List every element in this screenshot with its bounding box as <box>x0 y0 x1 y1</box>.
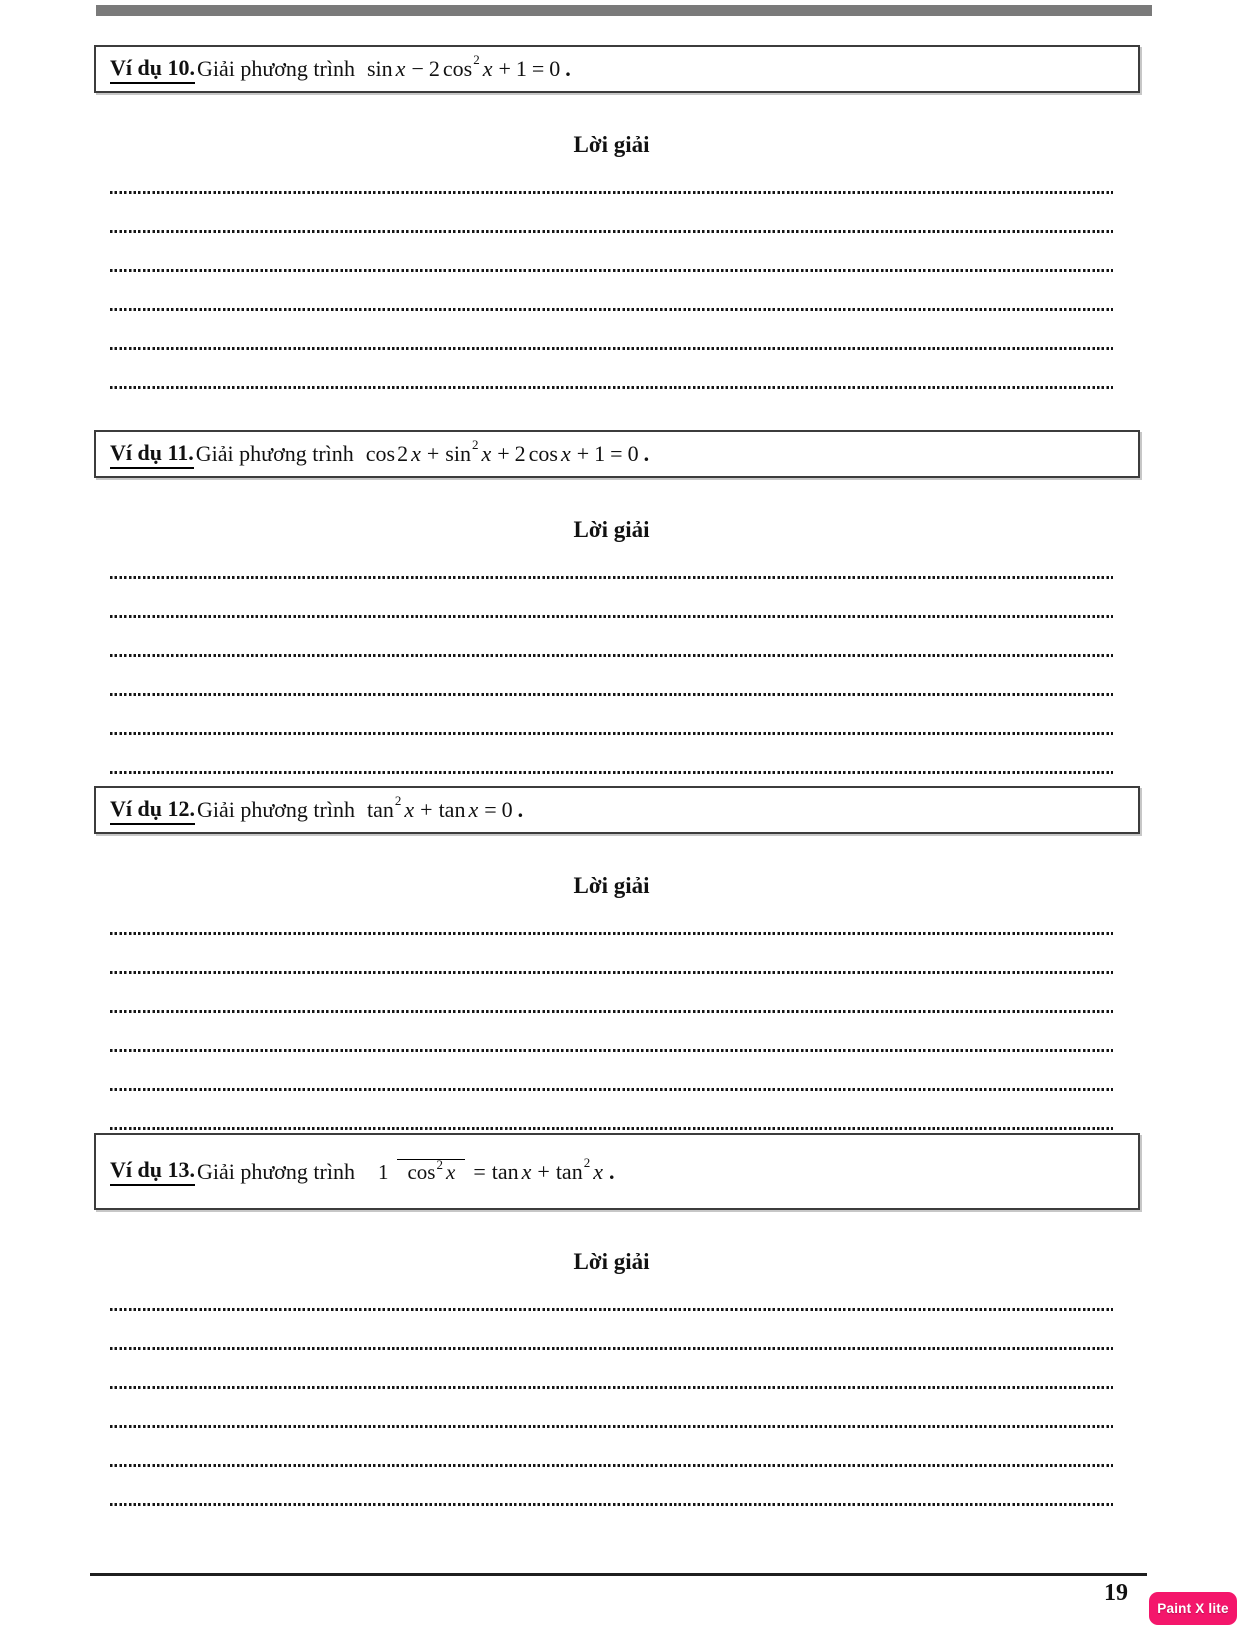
page-number: 19 <box>1104 1580 1128 1606</box>
dotted-writing-line <box>110 191 1113 194</box>
example-box <box>94 786 1140 834</box>
dotted-writing-line <box>110 1088 1113 1091</box>
dotted-writing-line <box>110 1464 1113 1467</box>
answer-lines <box>110 932 1113 1130</box>
example-prompt: Giải phương trình <box>196 797 355 822</box>
solution-heading: Lời giải <box>573 873 650 898</box>
example-box <box>94 430 1140 478</box>
dotted-writing-line <box>110 1308 1113 1311</box>
answer-lines <box>110 576 1113 774</box>
example-label: Ví dụ 12. <box>110 796 195 825</box>
dotted-writing-line <box>110 1127 1113 1130</box>
equation: sin x − 2 cos 2 x + 1 = 0 . <box>366 52 571 81</box>
example-box <box>94 1133 1140 1210</box>
dotted-writing-line <box>110 1049 1113 1052</box>
dotted-writing-line <box>110 1425 1113 1428</box>
equation: 1 cos 2 x = tan x + tan 2 x . <box>365 1159 614 1185</box>
solution-heading: Lời giải <box>573 132 650 157</box>
dotted-writing-line <box>110 1010 1113 1013</box>
dotted-writing-line <box>110 308 1113 311</box>
example-section-12 <box>0 786 1240 1130</box>
dotted-writing-line <box>110 654 1113 657</box>
equation: cos 2 x + sin 2 x + 2 cos x + 1 = 0 . <box>365 437 650 466</box>
example-label: Ví dụ 11. <box>110 440 194 469</box>
dotted-writing-line <box>110 576 1113 579</box>
footer-rule <box>90 1573 1147 1576</box>
dotted-writing-line <box>110 269 1113 272</box>
dotted-writing-line <box>110 347 1113 350</box>
dotted-writing-line <box>110 693 1113 696</box>
example-section-10 <box>0 45 1240 389</box>
answer-lines <box>110 1308 1113 1506</box>
dotted-writing-line <box>110 732 1113 735</box>
dotted-writing-line <box>110 1347 1113 1350</box>
dotted-writing-line <box>110 1503 1113 1506</box>
example-box <box>94 45 1140 93</box>
dotted-writing-line <box>110 230 1113 233</box>
example-label: Ví dụ 13. <box>110 1157 195 1186</box>
solution-heading: Lời giải <box>573 1249 650 1274</box>
equation: tan 2 x + tan x = 0 . <box>366 793 524 822</box>
answer-lines <box>110 191 1113 389</box>
dotted-writing-line <box>110 971 1113 974</box>
example-section-11 <box>0 430 1240 774</box>
example-section-13 <box>0 1133 1240 1506</box>
example-prompt: Giải phương trình <box>196 56 355 81</box>
dotted-writing-line <box>110 1386 1113 1389</box>
example-prompt: Giải phương trình <box>195 441 354 466</box>
solution-heading: Lời giải <box>573 517 650 542</box>
paintx-watermark-badge: Paint X lite <box>1149 1592 1237 1625</box>
fraction: 1 cos 2 x <box>369 1159 465 1184</box>
dotted-writing-line <box>110 386 1113 389</box>
dotted-writing-line <box>110 615 1113 618</box>
top-rule <box>96 5 1152 16</box>
example-label: Ví dụ 10. <box>110 55 195 84</box>
example-prompt: Giải phương trình <box>196 1158 355 1184</box>
dotted-writing-line <box>110 932 1113 935</box>
dotted-writing-line <box>110 771 1113 774</box>
